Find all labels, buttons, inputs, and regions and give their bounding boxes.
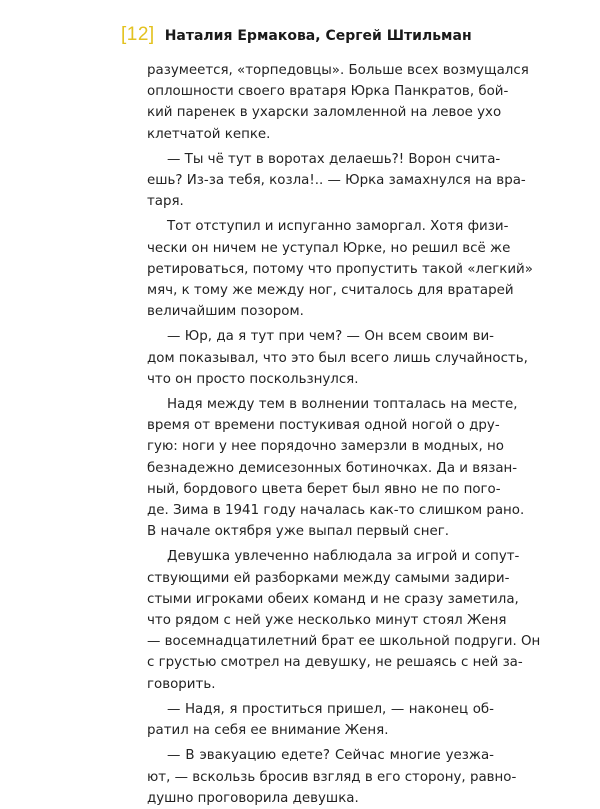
running-header (121, 24, 472, 46)
text-line: — Надя, я проститься пришел, — наконец об- (167, 701, 494, 717)
text-line: время от времени постукивая одной ногой о дру- (147, 418, 500, 434)
text-line: ешь? Из-за тебя, козла!.. — Юрка замахнулся на вра- (147, 173, 526, 189)
text-line: говорить. (147, 676, 216, 692)
text-line: величайшим позором. (147, 304, 304, 320)
paragraph (147, 216, 533, 322)
text-line: разумеется, «торпедовцы». Больше всех возмущался (147, 63, 529, 78)
text-line: ствующими ей разборками между самыми задири- (147, 570, 510, 586)
text-line: душно проговорила девушка. (147, 790, 359, 806)
text-line: — В эвакуацию едете? Сейчас многие уезжа- (167, 748, 494, 764)
text-line: что рядом с ней уже несколько минут стоял Женя (147, 613, 507, 629)
paragraph (147, 745, 517, 809)
text-line: чески он ничем не уступал Юрке, но решил всё же (147, 240, 511, 256)
text-line: безнадежно демисезонных ботиночках. Да и вязан- (147, 460, 518, 476)
text-line: с грустью смотрел на девушку, не решаясь с ней за- (147, 655, 523, 671)
text-line: В начале октября уже выпал первый снег. (147, 524, 450, 540)
text-line: ратил на себя ее внимание Женя. (147, 723, 389, 739)
text-line: Девушка увлеченно наблюдала за игрой и сопут- (167, 549, 520, 565)
text-line: оплошности своего вратаря Юрка Панкратов, бой- (147, 84, 509, 100)
paragraph (147, 699, 494, 741)
text-line: кий паренек в ухарски заломленной на левое ухо (147, 105, 502, 121)
paragraph (147, 149, 526, 213)
text-line: гую: ноги у нее порядочно замерзли в модных, но (147, 439, 504, 455)
text-line: ретироваться, потому что пропустить такой «легкий» (147, 261, 533, 277)
paragraph (147, 546, 541, 694)
text-line: клетчатой кепке. (147, 126, 271, 142)
text-line: Надя между тем в волнении топталась на месте, (167, 397, 518, 413)
text-line: что он просто поскользнулся. (147, 371, 359, 387)
text-line: ный, бордового цвета берет был явно не по пого- (147, 481, 501, 497)
text-line: де. Зима в 1941 году началась как-то слишком рано. (147, 503, 525, 519)
text-line: дом показывал, что это был всего лишь случайность, (147, 350, 528, 366)
paragraph (147, 60, 529, 145)
body-text (147, 60, 541, 809)
paragraph (147, 394, 525, 542)
text-line: ют, — вскользь бросив взгляд в его сторону, равно- (147, 769, 517, 785)
text-line: — восемнадцатилетний брат ее школьной подруги. Он (147, 634, 541, 650)
running-header-authors: Наталия Ермакова, Сергей Штильман (164, 28, 472, 44)
text-line: — Ты чё тут в воротах делаешь?! Ворон счита- (167, 151, 501, 167)
text-line: стыми игроками обеих команд и не сразу заметила, (147, 591, 519, 607)
text-line: таря. (147, 194, 184, 210)
paragraph (147, 326, 528, 390)
text-line: — Юр, да я тут при чем? — Он всем своим ви- (167, 329, 494, 345)
text-line: мяч, к тому же между ног, считалось для вратарей (147, 283, 514, 299)
text-line: Тот отступил и испуганно заморгал. Хотя физи- (167, 219, 509, 235)
page-number: [12] (121, 24, 155, 45)
